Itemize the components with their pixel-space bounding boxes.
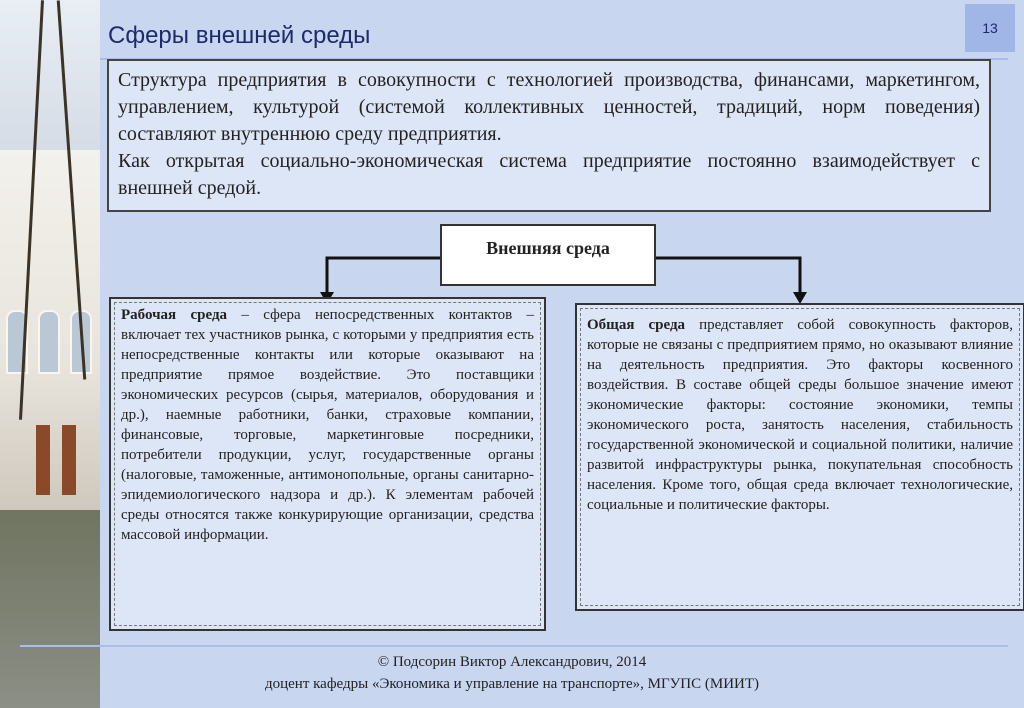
working-environment-term: Рабочая среда: [121, 307, 228, 323]
building-photo: [0, 0, 100, 708]
general-environment-box: [575, 303, 1024, 611]
intro-paragraph-1: Структура предприятия в совокупности с технологией производства, финансами, маркетингом, управлением, культурой (системой коллективных ценностей, традиций, норм поведения) составляют внутреннюю среду предприятия.: [118, 69, 980, 145]
page-number: 13: [965, 4, 1015, 52]
intro-box: [107, 59, 991, 212]
door: [62, 425, 76, 495]
footer-divider: [20, 645, 1008, 647]
working-environment-box: [109, 297, 546, 631]
window: [38, 310, 60, 374]
external-environment-label: Внешняя среда: [486, 238, 610, 258]
general-environment-text: [587, 315, 1013, 515]
working-environment-description: – сфера непосредственных контактов – включает тех участников рынка, с которыми у предприятия есть непосредственные контакты или которые оказывают на предприятие прямое воздействие. Это поставщики экономических ресурсов (сырья, материалов, оборудования и др.), наемные работники, банки, страховые компании, финансовые, торговые, маркетинговые посредники, потребители продукции, услуг, государственные органы (налоговые, таможенные, антимонопольные, органы санитарно-эпидемиологического надзора и др.). К элементам рабочей среды относятся также конкурирующие организации, средства массовой информации.: [121, 307, 534, 543]
external-environment-box: [440, 224, 656, 286]
working-environment-text: [121, 305, 534, 545]
slide-title: Сферы внешней среды: [108, 22, 371, 49]
footer-affiliation: доцент кафедры «Экономика и управление на транспорте», МГУПС (МИИТ): [264, 676, 760, 692]
general-environment-term: Общая среда: [587, 317, 686, 333]
footer-author: © Подсорин Виктор Александрович, 2014: [377, 654, 647, 670]
general-environment-description: представляет собой совокупность факторов, которые не связаны с предприятием прямо, но оказывают влияние на деятельность предприятия. Это факторы косвенного воздействия. В составе общей среды большое значение имеют экономические факторы: состояние экономики, темпы экономического роста, занятость населения, стабильность государственной экономической и социальной политики, наличие развитой инфраструктуры рынка, покупательная способность населения. Кроме того, общая среда включает технологические, социальные и политические факторы.: [587, 317, 1013, 513]
intro-paragraph-2: Как открытая социально-экономическая система предприятие постоянно взаимодействует с внешней средой.: [118, 150, 980, 199]
door: [36, 425, 50, 495]
